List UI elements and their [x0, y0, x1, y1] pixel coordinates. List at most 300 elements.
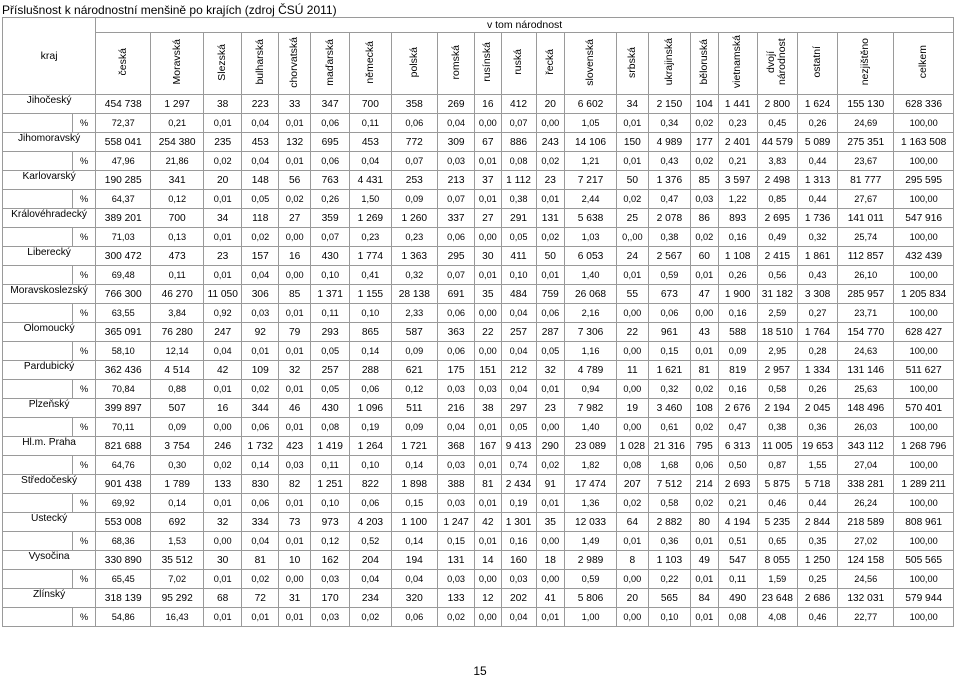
percent-cell: 0,01	[691, 570, 719, 589]
region-name: Hl.m. Praha	[3, 437, 96, 456]
percent-cell: 0,05	[311, 380, 350, 399]
percent-cell: 0,61	[648, 418, 690, 437]
column-header	[757, 33, 797, 95]
percent-cell: 0,04	[501, 304, 536, 323]
count-cell: 20	[616, 589, 648, 608]
percent-label: %	[72, 228, 95, 247]
count-cell: 808 961	[894, 513, 954, 532]
percent-cell: 0,00	[204, 418, 242, 437]
count-cell: 363	[438, 323, 475, 342]
column-header-label: Slezská	[216, 43, 229, 81]
percent-cell: 7,02	[151, 570, 204, 589]
table-row	[3, 532, 954, 551]
count-cell: 108	[691, 399, 719, 418]
blank-cell	[3, 456, 73, 475]
percent-cell: 0,35	[797, 532, 837, 551]
column-header-label: německá	[363, 40, 376, 84]
table-row	[3, 475, 954, 494]
count-cell: 1 251	[311, 475, 350, 494]
count-cell: 14	[475, 551, 501, 570]
table-row	[3, 190, 954, 209]
count-cell: 46 270	[151, 285, 204, 304]
percent-cell: 0,00	[475, 342, 501, 361]
percent-cell: 0,38	[501, 190, 536, 209]
count-cell: 132 031	[838, 589, 894, 608]
percent-cell: 0,03	[242, 304, 279, 323]
percent-cell: 0,12	[311, 532, 350, 551]
column-header-label: ruská	[512, 49, 525, 75]
column-header-label: nezjištěno	[859, 38, 872, 86]
percent-cell: 0,21	[718, 152, 757, 171]
column-header-kraj: kraj	[3, 18, 96, 95]
region-name: Olomoucký	[3, 323, 96, 342]
count-cell: 295 595	[894, 171, 954, 190]
count-cell: 1 028	[616, 437, 648, 456]
percent-cell: 100,00	[894, 342, 954, 361]
count-cell: 511	[391, 399, 438, 418]
count-cell: 1 100	[391, 513, 438, 532]
percent-cell: 27,02	[838, 532, 894, 551]
table-row	[3, 437, 954, 456]
percent-cell: 0,02	[691, 494, 719, 513]
count-cell: 118	[242, 209, 279, 228]
percent-cell: 64,37	[96, 190, 151, 209]
percent-cell: 0,43	[797, 266, 837, 285]
percent-cell: 0,00	[616, 418, 648, 437]
percent-cell: 26,24	[838, 494, 894, 513]
percent-cell: 0,01	[242, 342, 279, 361]
percent-cell: 0,03	[311, 570, 350, 589]
count-cell: 68	[204, 589, 242, 608]
count-cell: 170	[311, 589, 350, 608]
count-cell: 218 589	[838, 513, 894, 532]
percent-cell: 0,00	[616, 608, 648, 627]
count-cell: 243	[536, 133, 565, 152]
count-cell: 290	[536, 437, 565, 456]
count-cell: 150	[616, 133, 648, 152]
percent-cell: 70,84	[96, 380, 151, 399]
percent-cell: 0,04	[501, 608, 536, 627]
column-header-label: bulharská	[253, 39, 266, 85]
column-header-label: dvojí národnost	[765, 38, 789, 86]
percent-cell: 54,86	[96, 608, 151, 627]
count-cell: 154 770	[838, 323, 894, 342]
percent-label: %	[72, 570, 95, 589]
percent-cell: 0,03	[691, 190, 719, 209]
count-cell: 79	[279, 323, 311, 342]
region-name: Královéhradecký	[3, 209, 96, 228]
percent-cell: 0,02	[536, 152, 565, 171]
percent-cell: 24,69	[838, 114, 894, 133]
count-cell: 588	[718, 323, 757, 342]
count-cell: 2 844	[797, 513, 837, 532]
percent-cell: 0,14	[151, 494, 204, 513]
percent-cell: 0,02	[242, 380, 279, 399]
count-cell: 338 281	[838, 475, 894, 494]
count-cell: 1 376	[648, 171, 690, 190]
percent-cell: 1,68	[648, 456, 690, 475]
count-cell: 24	[616, 247, 648, 266]
percent-cell: 0,02	[204, 152, 242, 171]
count-cell: 37	[475, 171, 501, 190]
percent-cell: 0,07	[438, 190, 475, 209]
count-cell: 80	[691, 513, 719, 532]
count-cell: 4 514	[151, 361, 204, 380]
percent-cell: 0,01	[536, 190, 565, 209]
percent-cell: 27,67	[838, 190, 894, 209]
percent-cell: 0,01	[204, 190, 242, 209]
percent-cell: 0,00	[691, 304, 719, 323]
count-cell: 12	[475, 589, 501, 608]
count-cell: 1 764	[797, 323, 837, 342]
percent-cell: 0,58	[757, 380, 797, 399]
percent-cell: 0,03	[501, 570, 536, 589]
percent-cell: 0,04	[438, 418, 475, 437]
count-cell: 84	[691, 589, 719, 608]
count-cell: 3 308	[797, 285, 837, 304]
percent-cell: 0,04	[242, 532, 279, 551]
count-cell: 41	[536, 589, 565, 608]
table-row	[3, 152, 954, 171]
count-cell: 32	[536, 361, 565, 380]
percent-cell: 58,10	[96, 342, 151, 361]
percent-cell: 0,01	[616, 152, 648, 171]
count-cell: 2 401	[718, 133, 757, 152]
percent-cell: 0,06	[350, 380, 391, 399]
count-cell: 14 106	[565, 133, 617, 152]
percent-cell: 0,01	[204, 608, 242, 627]
percent-cell: 0,11	[350, 114, 391, 133]
percent-cell: 0,34	[648, 114, 690, 133]
count-cell: 19 653	[797, 437, 837, 456]
percent-cell: 0,27	[797, 304, 837, 323]
percent-cell: 0,01	[204, 570, 242, 589]
percent-cell: 0,09	[391, 342, 438, 361]
column-header	[279, 33, 311, 95]
percent-cell: 0,01	[279, 494, 311, 513]
percent-cell: 0,05	[501, 228, 536, 247]
column-header	[391, 33, 438, 95]
count-cell: 1 301	[501, 513, 536, 532]
count-cell: 85	[279, 285, 311, 304]
percent-cell: 1,82	[565, 456, 617, 475]
count-cell: 673	[648, 285, 690, 304]
percent-cell: 0,07	[438, 266, 475, 285]
count-cell: 257	[501, 323, 536, 342]
percent-cell: 1,59	[757, 570, 797, 589]
percent-cell: 70,11	[96, 418, 151, 437]
percent-cell: 0,26	[311, 190, 350, 209]
count-cell: 505 565	[894, 551, 954, 570]
count-cell: 961	[648, 323, 690, 342]
table-row	[3, 323, 954, 342]
count-cell: 1 103	[648, 551, 690, 570]
count-cell: 2 567	[648, 247, 690, 266]
percent-cell: 25,63	[838, 380, 894, 399]
table-row	[3, 399, 954, 418]
count-cell: 27	[279, 209, 311, 228]
region-name: Pardubický	[3, 361, 96, 380]
percent-cell: 0,38	[648, 228, 690, 247]
count-cell: 131	[438, 551, 475, 570]
percent-cell: 0,06	[311, 114, 350, 133]
percent-cell: 2,16	[565, 304, 617, 323]
percent-cell: 0,23	[718, 114, 757, 133]
count-cell: 155 130	[838, 95, 894, 114]
count-cell: 91	[536, 475, 565, 494]
percent-cell: 0,44	[797, 494, 837, 513]
count-cell: 7 512	[648, 475, 690, 494]
count-cell: 1 363	[391, 247, 438, 266]
table-row	[3, 608, 954, 627]
count-cell: 389 201	[96, 209, 151, 228]
percent-cell: 0,32	[391, 266, 438, 285]
count-cell: 1 269	[350, 209, 391, 228]
blank-cell	[3, 266, 73, 285]
count-cell: 430	[311, 247, 350, 266]
percent-cell: 0,47	[718, 418, 757, 437]
count-cell: 2 676	[718, 399, 757, 418]
table-row	[3, 171, 954, 190]
count-cell: 7 306	[565, 323, 617, 342]
count-cell: 772	[391, 133, 438, 152]
percent-cell: 100,00	[894, 380, 954, 399]
blank-cell	[3, 418, 73, 437]
count-cell: 175	[438, 361, 475, 380]
percent-cell: 0,04	[242, 266, 279, 285]
percent-cell: 0,06	[536, 304, 565, 323]
percent-cell: 100,00	[894, 266, 954, 285]
count-cell: 306	[242, 285, 279, 304]
count-cell: 35	[536, 513, 565, 532]
count-cell: 5 089	[797, 133, 837, 152]
percent-cell: 0,50	[718, 456, 757, 475]
percent-cell: 0,01	[536, 380, 565, 399]
blank-cell	[3, 114, 73, 133]
region-name: Ústecký	[3, 513, 96, 532]
percent-cell: 0,06	[438, 228, 475, 247]
count-cell: 23 648	[757, 589, 797, 608]
percent-cell: 1,05	[565, 114, 617, 133]
percent-cell: 71,03	[96, 228, 151, 247]
percent-cell: 23,67	[838, 152, 894, 171]
percent-cell: 0,56	[757, 266, 797, 285]
percent-label: %	[72, 190, 95, 209]
count-cell: 766 300	[96, 285, 151, 304]
percent-cell: 0,10	[648, 608, 690, 627]
percent-cell: 1,50	[350, 190, 391, 209]
count-cell: 1 268 796	[894, 437, 954, 456]
percent-cell: 0,01	[204, 114, 242, 133]
percent-cell: 0,06	[242, 418, 279, 437]
column-header	[242, 33, 279, 95]
percent-cell: 0,02	[616, 190, 648, 209]
count-cell: 287	[536, 323, 565, 342]
percent-cell: 0,03	[438, 494, 475, 513]
count-cell: 587	[391, 323, 438, 342]
percent-cell: 0,01	[536, 266, 565, 285]
count-cell: 362 436	[96, 361, 151, 380]
count-cell: 23	[536, 171, 565, 190]
count-cell: 4 431	[350, 171, 391, 190]
percent-cell: 0,10	[311, 266, 350, 285]
percent-cell: 0,04	[501, 342, 536, 361]
blank-cell	[3, 380, 73, 399]
percent-cell: 0,01	[616, 114, 648, 133]
count-cell: 865	[350, 323, 391, 342]
count-cell: 5 806	[565, 589, 617, 608]
count-cell: 579 944	[894, 589, 954, 608]
count-cell: 547 916	[894, 209, 954, 228]
table-row	[3, 589, 954, 608]
percent-cell: 100,00	[894, 532, 954, 551]
percent-cell: 0,00	[279, 570, 311, 589]
table-row	[3, 95, 954, 114]
percent-cell: 0,09	[151, 418, 204, 437]
table-row	[3, 228, 954, 247]
count-cell: 27	[475, 209, 501, 228]
count-cell: 700	[350, 95, 391, 114]
count-cell: 358	[391, 95, 438, 114]
column-header-label: polská	[407, 46, 420, 78]
column-header	[151, 33, 204, 95]
blank-cell	[3, 342, 73, 361]
percent-cell: 26,03	[838, 418, 894, 437]
percent-cell: 0,45	[757, 114, 797, 133]
count-cell: 2 695	[757, 209, 797, 228]
count-cell: 30	[204, 551, 242, 570]
blank-cell	[3, 228, 73, 247]
percent-cell: 1,55	[797, 456, 837, 475]
column-header-label: chorvatská	[288, 36, 301, 88]
table-row	[3, 304, 954, 323]
count-cell: 558 041	[96, 133, 151, 152]
page-number: 15	[473, 664, 487, 678]
percent-cell: 0,02	[691, 418, 719, 437]
percent-cell: 0,06	[311, 152, 350, 171]
percent-cell: 0,01	[616, 532, 648, 551]
table-row	[3, 570, 954, 589]
percent-cell: 0,04	[242, 114, 279, 133]
count-cell: 131	[536, 209, 565, 228]
table-row	[3, 247, 954, 266]
count-cell: 830	[242, 475, 279, 494]
percent-cell: 0,32	[648, 380, 690, 399]
percent-cell: 23,71	[838, 304, 894, 323]
percent-cell: 12,14	[151, 342, 204, 361]
count-cell: 247	[204, 323, 242, 342]
count-cell: 212	[501, 361, 536, 380]
count-cell: 235	[204, 133, 242, 152]
count-cell: 300 472	[96, 247, 151, 266]
percent-cell: 65,45	[96, 570, 151, 589]
percent-cell: 0,01	[475, 532, 501, 551]
percent-cell: 0,38	[757, 418, 797, 437]
count-cell: 359	[311, 209, 350, 228]
count-cell: 4 989	[648, 133, 690, 152]
column-header	[838, 33, 894, 95]
percent-cell: 0,08	[501, 152, 536, 171]
percent-cell: 0,01	[475, 152, 501, 171]
count-cell: 167	[475, 437, 501, 456]
table-row	[3, 551, 954, 570]
percent-cell: 0,01	[279, 380, 311, 399]
percent-cell: 0,01	[536, 494, 565, 513]
count-cell: 1 297	[151, 95, 204, 114]
count-cell: 56	[279, 171, 311, 190]
percent-cell: 0,01	[204, 266, 242, 285]
percent-cell: 24,56	[838, 570, 894, 589]
percent-cell: 0,14	[391, 456, 438, 475]
percent-cell: 0,12	[391, 380, 438, 399]
column-header-label: slovenská	[584, 38, 597, 86]
column-header	[797, 33, 837, 95]
percent-cell: 0,01	[475, 494, 501, 513]
percent-cell: 0,11	[151, 266, 204, 285]
count-cell: 81	[691, 361, 719, 380]
percent-cell: 0,65	[757, 532, 797, 551]
percent-cell: 0,00	[616, 380, 648, 399]
percent-cell: 2,33	[391, 304, 438, 323]
count-cell: 22	[616, 323, 648, 342]
count-cell: 64	[616, 513, 648, 532]
count-cell: 1 260	[391, 209, 438, 228]
percent-cell: 0,02	[691, 114, 719, 133]
count-cell: 293	[311, 323, 350, 342]
count-cell: 1 334	[797, 361, 837, 380]
count-cell: 2 882	[648, 513, 690, 532]
percent-cell: 0,01	[691, 342, 719, 361]
count-cell: 5 638	[565, 209, 617, 228]
percent-cell: 47,96	[96, 152, 151, 171]
percent-label: %	[72, 266, 95, 285]
count-cell: 2 194	[757, 399, 797, 418]
table-row	[3, 494, 954, 513]
percent-cell: 0,94	[565, 380, 617, 399]
table-row	[3, 285, 954, 304]
count-cell: 22	[475, 323, 501, 342]
count-cell: 32	[204, 513, 242, 532]
percent-cell: 69,48	[96, 266, 151, 285]
percent-cell: 0,00	[475, 570, 501, 589]
blank-cell	[3, 152, 73, 171]
percent-cell: 0,32	[797, 228, 837, 247]
table-row	[3, 456, 954, 475]
percent-cell: 0,15	[648, 342, 690, 361]
percent-cell: 64,76	[96, 456, 151, 475]
column-header	[96, 33, 151, 95]
percent-cell: 0,01	[691, 266, 719, 285]
count-cell: 6 602	[565, 95, 617, 114]
count-cell: 72	[242, 589, 279, 608]
count-cell: 973	[311, 513, 350, 532]
percent-cell: 2,44	[565, 190, 617, 209]
count-cell: 254 380	[151, 133, 204, 152]
blank-cell	[3, 570, 73, 589]
percent-cell: 1,16	[565, 342, 617, 361]
percent-cell: 0,09	[391, 190, 438, 209]
percent-cell: 0,12	[151, 190, 204, 209]
region-name: Středočeský	[3, 475, 96, 494]
count-cell: 33	[279, 95, 311, 114]
percent-cell: 0,19	[350, 418, 391, 437]
count-cell: 1 861	[797, 247, 837, 266]
count-cell: 547	[718, 551, 757, 570]
count-cell: 4 194	[718, 513, 757, 532]
percent-cell: 0,46	[797, 608, 837, 627]
count-cell: 2 415	[757, 247, 797, 266]
blank-cell	[3, 494, 73, 513]
